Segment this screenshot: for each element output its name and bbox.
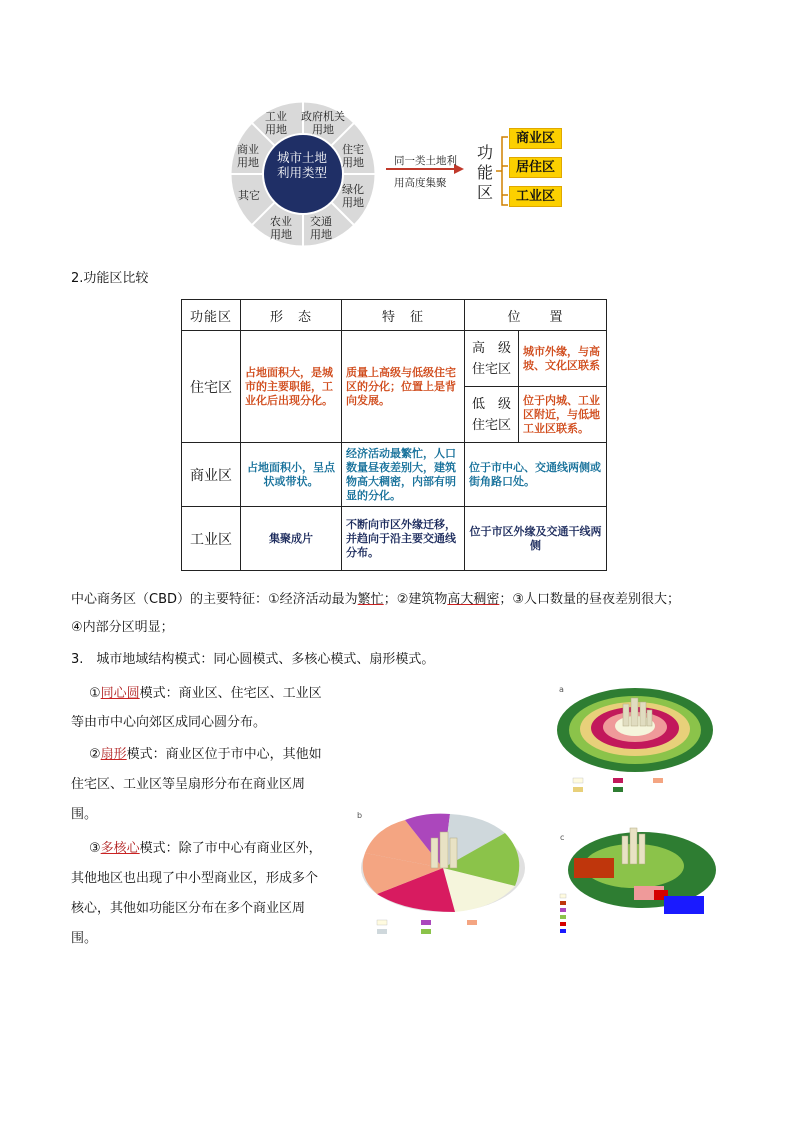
header-form: 形 态 (241, 300, 342, 331)
segment-commercial: 商业 用地 (237, 143, 259, 169)
segment-other: 其它 (238, 189, 260, 202)
industrial-form: 集聚成片 (241, 507, 342, 571)
arrow-label-bottom: 用高度集聚 (394, 177, 447, 189)
model-concentric: ①同心圆模式：商业区、住宅区、工业区 (89, 686, 322, 701)
high-residential-label: 高 级 住宅区 (465, 331, 519, 387)
bracket-icon (496, 135, 510, 207)
model-multinuclei-line4: 围。 (71, 931, 98, 946)
high-residential-position: 城市外缘，与高坡、文化区联系 (519, 331, 607, 387)
model-sector: ②扇形模式：商业区位于市中心，其他如 (89, 747, 322, 762)
model-sector-line2: 住宅区、工业区等呈扇形分布在商业区周 (71, 777, 306, 792)
row-residential: 住宅区 (182, 331, 241, 443)
header-feature: 特 征 (342, 300, 465, 331)
svg-text:b: b (357, 811, 363, 820)
figure-multinuclei-model (554, 808, 718, 938)
section-2-title: 2.功能区比较 (71, 271, 149, 286)
header-area: 功能区 (182, 300, 241, 331)
segment-transport: 交通 用地 (310, 215, 332, 241)
figure-sector-model (355, 808, 527, 938)
functional-commercial: 商业区 (509, 128, 562, 149)
segment-agriculture: 农业 用地 (270, 215, 292, 241)
model-multinuclei-line2: 其他地区也出现了中小型商业区，形成多个 (71, 871, 319, 886)
residential-feature: 质量上高级与低级住宅区的分化；位置上是背向发展。 (342, 331, 465, 443)
industrial-feature: 不断向市区外缘迁移，并趋向于沿主要交通线分布。 (342, 507, 465, 571)
arrow-label-top: 同一类土地利 (394, 155, 457, 167)
row-industrial: 工业区 (182, 507, 241, 571)
low-residential-position: 位于内城、工业区附近，与低地工业区联系。 (519, 387, 607, 443)
svg-text:c: c (560, 833, 565, 842)
commercial-form: 占地面积小，呈点状或带状。 (241, 443, 342, 507)
segment-industrial: 工业 用地 (265, 110, 287, 136)
functional-residential: 居住区 (509, 157, 562, 178)
commercial-feature: 经济活动最繁忙，人口数量昼夜差别大，建筑物高大稠密，内部有明显的分化。 (342, 443, 465, 507)
model-multinuclei-line3: 核心，其他如功能区分布在多个商业区周 (71, 901, 306, 916)
segment-green: 绿化 用地 (342, 183, 364, 209)
segment-government: 政府机关 用地 (301, 110, 345, 136)
header-position: 位 置 (465, 300, 607, 331)
model-multinuclei: ③多核心模式：除了市中心有商业区外， (89, 841, 322, 856)
section-3-title: 3. 城市地域结构模式：同心圆模式、多核心模式、扇形模式。 (71, 652, 435, 667)
cbd-line2: ④内部分区明显； (71, 620, 174, 635)
model-concentric-line2: 等由市中心向郊区成同心圆分布。 (71, 715, 267, 730)
model-sector-line3: 围。 (71, 807, 98, 822)
industrial-position: 位于市区外缘及交通干线两侧 (465, 507, 607, 571)
low-residential-label: 低 级 住宅区 (465, 387, 519, 443)
svg-text:a: a (559, 685, 564, 694)
row-commercial: 商业区 (182, 443, 241, 507)
wheel-center-label: 城市土地 利用类型 (276, 150, 327, 180)
cbd-paragraph: 中心商务区（CBD）的主要特征：①经济活动最为繁忙；②建筑物高大稠密；③人口数量的昼夜差别很大； (71, 592, 681, 607)
commercial-position: 位于市中心、交通线两侧或街角路口处。 (465, 443, 607, 507)
residential-form: 占地面积大，是城市的主要职能，工业化后出现分化。 (241, 331, 342, 443)
functional-industrial: 工业区 (509, 186, 562, 207)
functional-area-title: 功 能 区 (477, 143, 494, 202)
figure-concentric-model (553, 682, 718, 796)
segment-residential: 住宅 用地 (342, 143, 364, 169)
comparison-table (181, 299, 607, 571)
